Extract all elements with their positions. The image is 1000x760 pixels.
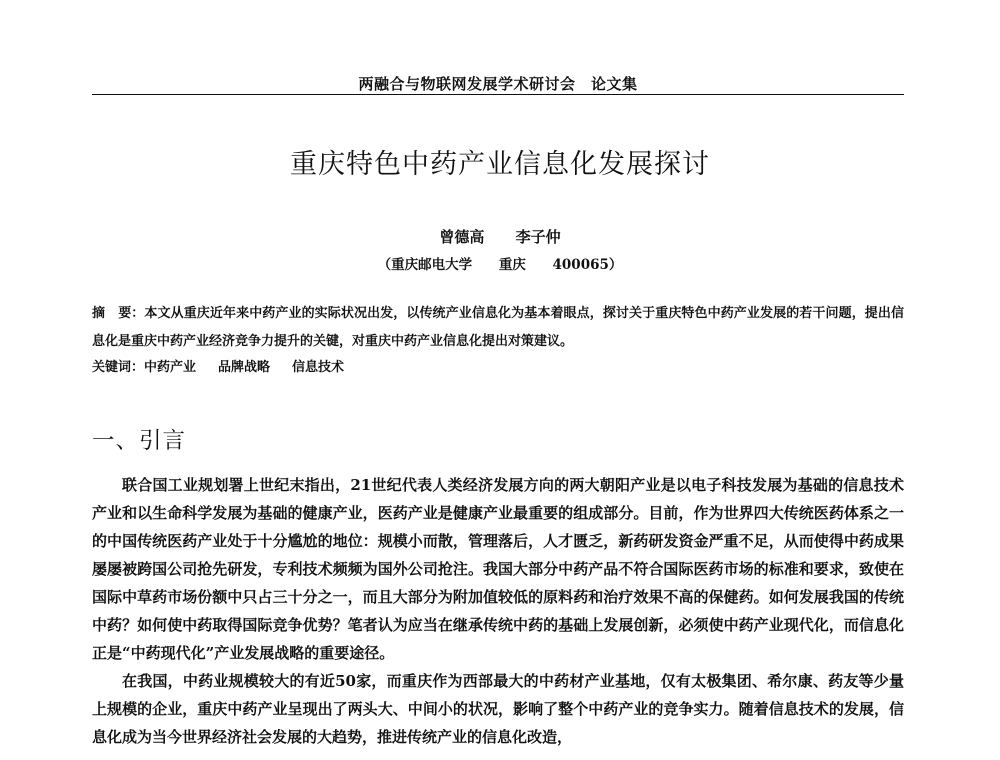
body-paragraph: 在我国，中药业规模较大的有近50家，而重庆作为西部最大的中药材产业基地，仅有太极集团、希尔康、药友等少量上规模的企业，重庆中药产业呈现出了两头大、中间小的状况，影响了整个中药产业的竞争实力。随着信息技术的发展，信息化成为当今世界经济社会发展的大趋势，推进传统产业的信息化改造，	[92, 672, 904, 746]
keyword: 中药产业	[144, 360, 197, 375]
keywords-label: 关键词：	[92, 360, 145, 375]
affiliation-postcode: 400065）	[552, 257, 623, 273]
author-name: 曾德高	[439, 228, 485, 246]
keyword: 信息技术	[292, 360, 345, 375]
author-name: 李子仲	[515, 228, 561, 246]
affiliation-institution: （重庆邮电大学	[377, 257, 473, 273]
section-heading: 一、引言	[92, 428, 187, 454]
affiliation-city: 重庆	[498, 257, 526, 273]
affiliation	[0, 255, 1000, 275]
keywords	[92, 356, 904, 380]
header-rule	[92, 94, 904, 95]
keyword: 品牌战略	[218, 360, 271, 375]
abstract	[92, 300, 904, 356]
running-header: 两融合与物联网发展学术研讨会 论文集	[358, 75, 638, 93]
paper-title: 重庆特色中药产业信息化发展探讨	[290, 149, 710, 180]
abstract-text: 本文从重庆近年来中药产业的实际状况出发，以传统产业信息化为基本着眼点，探讨关于重庆特色中药产业发展的若干问题，提出信息化是重庆中药产业经济竞争力提升的关键，对重庆中药产业信息化提出对策建议。	[92, 306, 904, 349]
section-body	[92, 471, 904, 751]
body-paragraph: 联合国工业规划署上世纪末指出，21世纪代表人类经济发展方向的两大朝阳产业是以电子科技发展为基础的信息技术产业和以生命科学发展为基础的健康产业，医药产业是健康产业最重要的组成部分。目前，作为世界四大传统医药体系之一的中国传统医药产业处于十分尴尬的地位：规模小而散，管理落后，人才匮乏，新药研发资金严重不足，从而使得中药成果屡屡被跨国公司抢先研发，专利技术频频为国外公司抢注。我国大部分中药产品不符合国际医药市场的标准和要求，致使在国际中草药市场份额中只占三十分之一，而且大部分为附加值较低的原料药和治疗效果不高的保健药。如何发展我国的传统中药？如何使中药取得国际竞争优势？笔者认为应当在继承传统中药的基础上发展创新，必须使中药产业现代化，而信息化正是“中药现代化”产业发展战略的重要途径。	[92, 476, 904, 662]
abstract-label: 摘 要：	[92, 306, 145, 321]
author-list	[0, 227, 1000, 247]
